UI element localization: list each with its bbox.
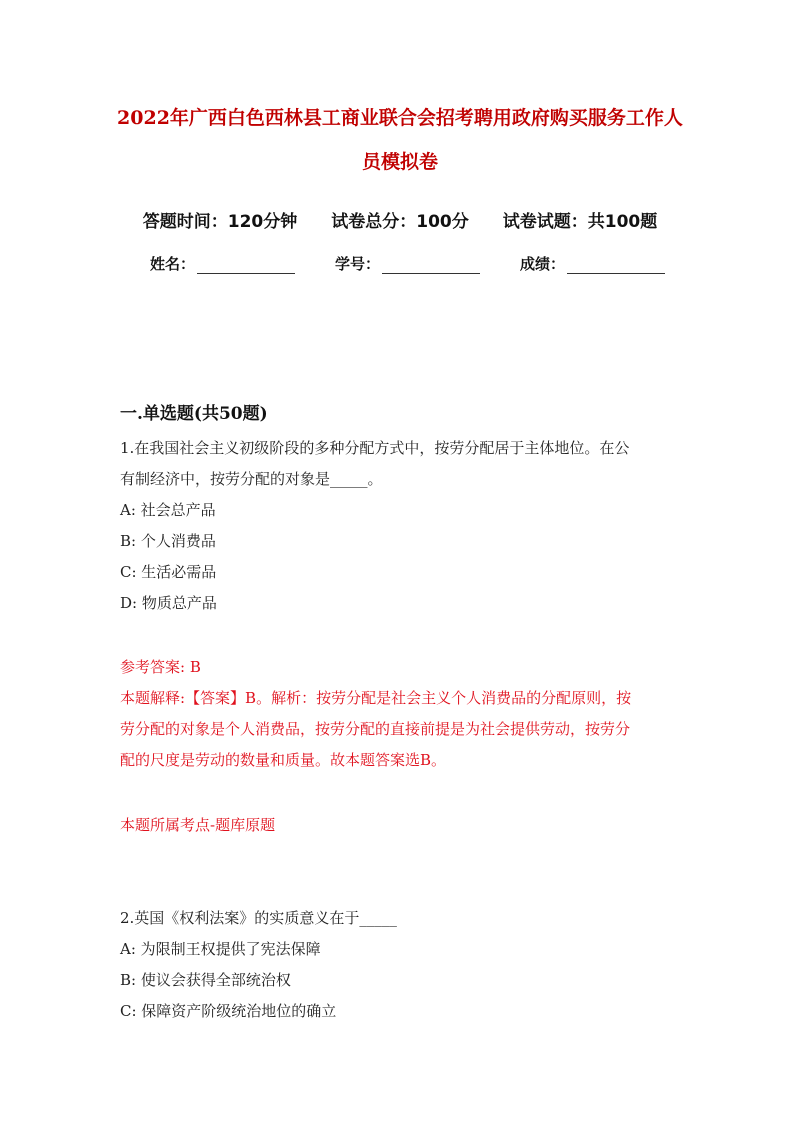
exam-time: 答题时间：120分钟	[142, 212, 298, 232]
question-1-explanation-line-2: 劳分配的对象是个人消费品，按劳分配的直接前提是为社会提供劳动，按劳分	[120, 720, 631, 738]
question-1-option-a: A: 社会总产品	[120, 501, 216, 519]
title-line-2: 员模拟卷	[361, 151, 438, 173]
question-1-option-d: D: 物质总产品	[120, 594, 217, 612]
question-2	[120, 903, 680, 1027]
exam-meta	[0, 207, 800, 232]
exam-total-score: 试卷总分：100分	[331, 212, 469, 232]
student-info	[150, 253, 710, 274]
question-1-stem-line-2: 有制经济中，按劳分配的对象是_____。	[120, 470, 383, 488]
id-blank	[382, 259, 480, 274]
question-1-explanation-line-3: 配的尺度是劳动的数量和质量。故本题答案选B。	[120, 751, 447, 769]
question-2-option-b: B: 使议会获得全部统治权	[120, 971, 291, 989]
question-1-topic-text: 本题所属考点-题库原题	[120, 816, 276, 834]
question-1	[120, 433, 680, 619]
question-1-topic	[120, 810, 685, 841]
question-1-option-c: C: 生活必需品	[120, 563, 217, 581]
question-1-option-b: B: 个人消费品	[120, 532, 216, 550]
score-label: 成绩：	[520, 255, 566, 273]
name-blank	[197, 259, 295, 274]
question-2-stem: 2.英国《权利法案》的实质意义在于_____	[120, 909, 397, 927]
id-label: 学号：	[335, 255, 381, 273]
question-2-option-a: A: 为限制王权提供了宪法保障	[120, 940, 321, 958]
name-label: 姓名：	[150, 255, 196, 273]
question-1-answer-block	[120, 652, 685, 776]
question-1-answer: 参考答案: B	[120, 658, 201, 676]
score-blank	[567, 259, 665, 274]
question-1-stem-line-1: 1.在我国社会主义初级阶段的多种分配方式中，按劳分配居于主体地位。在公	[120, 439, 630, 457]
section-heading: 一.单选题(共50题)	[120, 404, 268, 424]
question-2-option-c: C: 保障资产阶级统治地位的确立	[120, 1002, 337, 1020]
title-line-1: 2022年广西白色西林县工商业联合会招考聘用政府购买服务工作人	[117, 107, 683, 129]
id-field	[335, 253, 480, 274]
exam-total-questions: 试卷试题：共100题	[502, 212, 658, 232]
document-title	[100, 96, 700, 184]
name-field	[150, 253, 295, 274]
score-field	[520, 253, 665, 274]
question-1-explanation-line-1: 本题解释:【答案】B。解析：按劳分配是社会主义个人消费品的分配原则，按	[120, 689, 632, 707]
